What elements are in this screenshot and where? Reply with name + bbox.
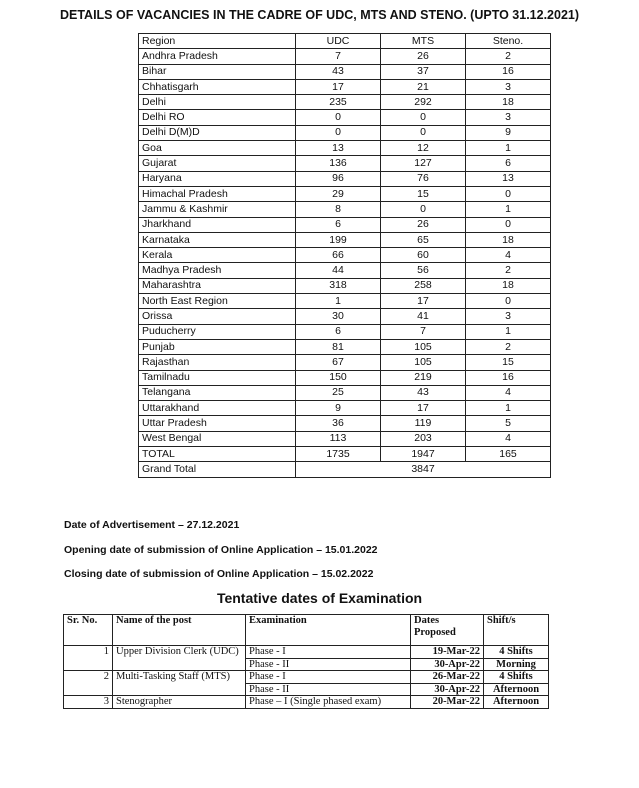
- table-row: [139, 339, 551, 354]
- cell-examination: Phase - I: [246, 646, 411, 659]
- header-mts: MTS: [381, 34, 466, 49]
- cell-region: Karnataka: [139, 232, 296, 247]
- cell-mts: 17: [381, 294, 466, 309]
- grand-total-row: [139, 462, 551, 477]
- cell-region: Telangana: [139, 385, 296, 400]
- cell-post-name: Upper Division Clerk (UDC): [113, 646, 246, 671]
- cell-udc: 43: [296, 64, 381, 79]
- table-row: [139, 370, 551, 385]
- cell-udc: 25: [296, 385, 381, 400]
- table-row: [139, 202, 551, 217]
- cell-shift: 4 Shifts: [484, 671, 549, 684]
- cell-date: 20-Mar-22: [411, 696, 484, 709]
- page-title: DETAILS OF VACANCIES IN THE CADRE OF UDC, MTS AND STENO. (UPTO 31.12.2021): [59, 8, 580, 22]
- cell-region: Himachal Pradesh: [139, 186, 296, 201]
- cell-region: Jharkhand: [139, 217, 296, 232]
- cell-steno: 5: [466, 416, 551, 431]
- cell-udc: 17: [296, 79, 381, 94]
- advertisement-date: Date of Advertisement – 27.12.2021: [64, 519, 240, 531]
- cell-date: 19-Mar-22: [411, 646, 484, 659]
- table-row: [139, 79, 551, 94]
- cell-steno: 16: [466, 370, 551, 385]
- table-row: [139, 141, 551, 156]
- cell-steno: 2: [466, 49, 551, 64]
- opening-date: Opening date of submission of Online Application – 15.01.2022: [64, 544, 378, 556]
- cell-mts: 1947: [381, 447, 466, 462]
- grand-total-label: Grand Total: [139, 462, 296, 477]
- table-row: [139, 324, 551, 339]
- cell-mts: 41: [381, 309, 466, 324]
- cell-shift: 4 Shifts: [484, 646, 549, 659]
- cell-steno: 3: [466, 79, 551, 94]
- cell-steno: 4: [466, 248, 551, 263]
- table-row: [139, 416, 551, 431]
- cell-region: TOTAL: [139, 447, 296, 462]
- cell-udc: 67: [296, 355, 381, 370]
- cell-udc: 6: [296, 217, 381, 232]
- table-row: [139, 64, 551, 79]
- cell-mts: 0: [381, 202, 466, 217]
- cell-mts: 105: [381, 355, 466, 370]
- header-examination: Examination: [246, 615, 411, 646]
- cell-region: North East Region: [139, 294, 296, 309]
- cell-mts: 292: [381, 95, 466, 110]
- cell-udc: 318: [296, 278, 381, 293]
- cell-examination: Phase - I: [246, 671, 411, 684]
- cell-date: 26-Mar-22: [411, 671, 484, 684]
- cell-shift: Morning: [484, 658, 549, 671]
- cell-mts: 21: [381, 79, 466, 94]
- table-row: [64, 646, 549, 659]
- exam-header-row: [64, 615, 549, 646]
- cell-udc: 8: [296, 202, 381, 217]
- header-steno: Steno.: [466, 34, 551, 49]
- cell-region: Chhatisgarh: [139, 79, 296, 94]
- cell-mts: 17: [381, 401, 466, 416]
- cell-date: 30-Apr-22: [411, 658, 484, 671]
- cell-udc: 9: [296, 401, 381, 416]
- cell-steno: 1: [466, 401, 551, 416]
- closing-date: Closing date of submission of Online Application – 15.02.2022: [64, 568, 374, 580]
- header-sr-no: Sr. No.: [64, 615, 113, 646]
- cell-steno: 1: [466, 141, 551, 156]
- cell-udc: 44: [296, 263, 381, 278]
- table-row: [139, 125, 551, 140]
- cell-mts: 12: [381, 141, 466, 156]
- cell-steno: 0: [466, 186, 551, 201]
- cell-examination: Phase - II: [246, 683, 411, 696]
- cell-mts: 0: [381, 110, 466, 125]
- cell-sr-no: 3: [64, 696, 113, 709]
- table-row: [139, 232, 551, 247]
- cell-udc: 235: [296, 95, 381, 110]
- cell-steno: 2: [466, 263, 551, 278]
- cell-region: Goa: [139, 141, 296, 156]
- cell-region: Puducherry: [139, 324, 296, 339]
- cell-region: Gujarat: [139, 156, 296, 171]
- table-row: [139, 186, 551, 201]
- cell-shift: Afternoon: [484, 683, 549, 696]
- cell-sr-no: 1: [64, 646, 113, 671]
- cell-udc: 0: [296, 110, 381, 125]
- cell-steno: 18: [466, 232, 551, 247]
- cell-region: Uttar Pradesh: [139, 416, 296, 431]
- cell-steno: 3: [466, 309, 551, 324]
- cell-mts: 37: [381, 64, 466, 79]
- cell-udc: 6: [296, 324, 381, 339]
- grand-total-value: 3847: [296, 462, 551, 477]
- cell-region: Tamilnadu: [139, 370, 296, 385]
- cell-mts: 203: [381, 431, 466, 446]
- table-row: [139, 171, 551, 186]
- cell-region: Andhra Pradesh: [139, 49, 296, 64]
- cell-udc: 96: [296, 171, 381, 186]
- cell-region: Bihar: [139, 64, 296, 79]
- cell-region: Orissa: [139, 309, 296, 324]
- cell-mts: 7: [381, 324, 466, 339]
- cell-date: 30-Apr-22: [411, 683, 484, 696]
- cell-udc: 30: [296, 309, 381, 324]
- cell-steno: 4: [466, 431, 551, 446]
- cell-steno: 13: [466, 171, 551, 186]
- cell-udc: 1: [296, 294, 381, 309]
- cell-steno: 15: [466, 355, 551, 370]
- cell-udc: 199: [296, 232, 381, 247]
- vacancy-header-row: [139, 34, 551, 49]
- cell-udc: 0: [296, 125, 381, 140]
- cell-steno: 1: [466, 202, 551, 217]
- cell-udc: 7: [296, 49, 381, 64]
- cell-steno: 165: [466, 447, 551, 462]
- cell-steno: 4: [466, 385, 551, 400]
- cell-examination: Phase - II: [246, 658, 411, 671]
- cell-udc: 150: [296, 370, 381, 385]
- cell-region: Rajasthan: [139, 355, 296, 370]
- cell-steno: 3: [466, 110, 551, 125]
- table-row: [139, 447, 551, 462]
- table-row: [139, 401, 551, 416]
- table-row: [139, 156, 551, 171]
- table-row: [139, 248, 551, 263]
- exam-section-title: Tentative dates of Examination: [216, 590, 423, 606]
- cell-mts: 105: [381, 339, 466, 354]
- cell-steno: 9: [466, 125, 551, 140]
- cell-region: Punjab: [139, 339, 296, 354]
- cell-mts: 119: [381, 416, 466, 431]
- cell-udc: 81: [296, 339, 381, 354]
- cell-mts: 219: [381, 370, 466, 385]
- table-row: [139, 278, 551, 293]
- cell-steno: 0: [466, 294, 551, 309]
- table-row: [139, 49, 551, 64]
- cell-region: Delhi RO: [139, 110, 296, 125]
- cell-region: Jammu & Kashmir: [139, 202, 296, 217]
- header-udc: UDC: [296, 34, 381, 49]
- cell-udc: 113: [296, 431, 381, 446]
- cell-steno: 16: [466, 64, 551, 79]
- cell-region: West Bengal: [139, 431, 296, 446]
- cell-examination: Phase – I (Single phased exam): [246, 696, 411, 709]
- cell-mts: 258: [381, 278, 466, 293]
- header-dates-proposed: Dates Proposed: [411, 615, 484, 646]
- cell-mts: 15: [381, 186, 466, 201]
- cell-shift: Afternoon: [484, 696, 549, 709]
- exam-table: [63, 614, 549, 709]
- table-row: [139, 263, 551, 278]
- cell-mts: 65: [381, 232, 466, 247]
- cell-mts: 127: [381, 156, 466, 171]
- table-row: [139, 309, 551, 324]
- cell-region: Madhya Pradesh: [139, 263, 296, 278]
- cell-steno: 2: [466, 339, 551, 354]
- table-row: [139, 355, 551, 370]
- cell-mts: 56: [381, 263, 466, 278]
- table-row: [64, 671, 549, 684]
- cell-region: Delhi: [139, 95, 296, 110]
- cell-mts: 76: [381, 171, 466, 186]
- table-row: [139, 217, 551, 232]
- table-row: [139, 385, 551, 400]
- cell-post-name: Multi-Tasking Staff (MTS): [113, 671, 246, 696]
- cell-region: Delhi D(M)D: [139, 125, 296, 140]
- cell-udc: 1735: [296, 447, 381, 462]
- cell-region: Haryana: [139, 171, 296, 186]
- cell-region: Uttarakhand: [139, 401, 296, 416]
- cell-region: Maharashtra: [139, 278, 296, 293]
- cell-post-name: Stenographer: [113, 696, 246, 709]
- cell-mts: 0: [381, 125, 466, 140]
- table-row: [64, 696, 549, 709]
- table-row: [139, 95, 551, 110]
- cell-mts: 60: [381, 248, 466, 263]
- table-row: [139, 110, 551, 125]
- cell-steno: 6: [466, 156, 551, 171]
- cell-udc: 66: [296, 248, 381, 263]
- cell-steno: 18: [466, 278, 551, 293]
- cell-udc: 36: [296, 416, 381, 431]
- cell-mts: 43: [381, 385, 466, 400]
- header-region: Region: [139, 34, 296, 49]
- cell-sr-no: 2: [64, 671, 113, 696]
- cell-udc: 29: [296, 186, 381, 201]
- cell-region: Kerala: [139, 248, 296, 263]
- cell-steno: 0: [466, 217, 551, 232]
- vacancy-table: [138, 33, 551, 478]
- table-row: [139, 294, 551, 309]
- cell-steno: 1: [466, 324, 551, 339]
- cell-mts: 26: [381, 49, 466, 64]
- cell-udc: 13: [296, 141, 381, 156]
- cell-udc: 136: [296, 156, 381, 171]
- cell-steno: 18: [466, 95, 551, 110]
- cell-mts: 26: [381, 217, 466, 232]
- table-row: [139, 431, 551, 446]
- header-post-name: Name of the post: [113, 615, 246, 646]
- header-shifts: Shift/s: [484, 615, 549, 646]
